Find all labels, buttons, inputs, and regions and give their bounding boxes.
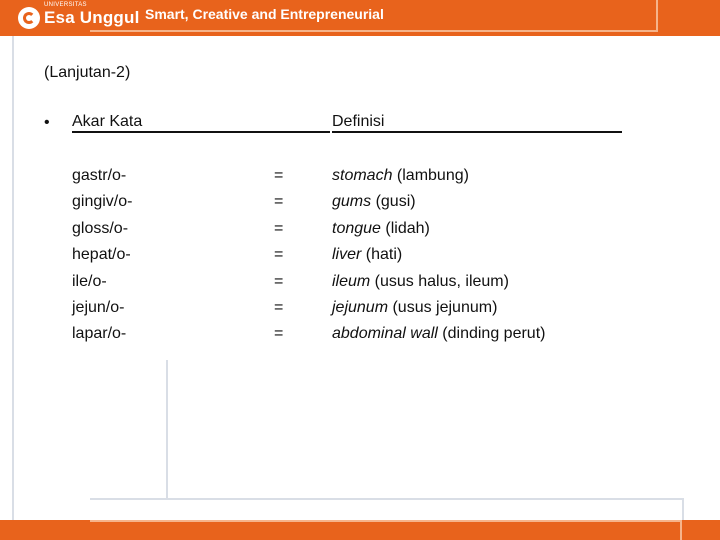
banner-divider-line: [90, 30, 658, 32]
equals-sign: =: [274, 219, 284, 237]
bottom-bar-line: [90, 520, 682, 522]
definition: [332, 321, 545, 347]
column-header-definition: Definisi: [332, 113, 622, 133]
definition-list: [0, 163, 720, 348]
bullet-marker: •: [44, 114, 50, 131]
bottom-bar: [0, 520, 720, 540]
frame-bottom-line: [90, 498, 684, 500]
university-logo-icon: [18, 7, 40, 29]
term-english: abdominal wall: [332, 325, 438, 343]
root-word: lapar/o-: [72, 325, 127, 343]
definition: [332, 163, 469, 189]
frame-corner-line: [682, 498, 684, 520]
term-meaning: (hati): [361, 246, 403, 264]
logo-small-text: UNIVERSITAS: [44, 2, 87, 8]
definition: [332, 295, 497, 321]
definition: [332, 242, 402, 268]
equals-sign: =: [274, 246, 284, 264]
term-english: ileum: [332, 272, 371, 290]
definition: [332, 269, 509, 295]
term-english: stomach: [332, 167, 393, 184]
list-item: [0, 295, 720, 321]
root-word: ile/o-: [72, 272, 107, 290]
term-english: liver: [332, 246, 362, 264]
equals-sign: =: [274, 325, 284, 343]
tagline: Smart, Creative and Entrepreneurial: [145, 6, 384, 22]
equals-sign: =: [274, 298, 284, 316]
column-header-root: Akar Kata: [72, 113, 330, 133]
bottom-bar-tick: [680, 520, 682, 540]
frame-inner-line: [166, 360, 168, 500]
equals-sign: =: [274, 272, 284, 290]
slide-title: (Lanjutan-2): [44, 64, 131, 81]
definition: [332, 216, 430, 242]
term-english: gums: [332, 193, 372, 211]
term-meaning: (gusi): [371, 193, 416, 211]
root-word: jejun/o-: [72, 298, 125, 316]
term-meaning: (usus halus, ileum): [370, 272, 509, 290]
root-word: gingiv/o-: [72, 193, 133, 211]
term-english: tongue: [332, 219, 381, 237]
list-item: [0, 189, 720, 215]
equals-sign: =: [274, 167, 284, 184]
logo-text: Esa Unggul: [44, 8, 140, 27]
term-meaning: (lambung): [392, 167, 469, 184]
list-item: [0, 216, 720, 242]
list-item: [0, 163, 720, 189]
top-banner: [0, 0, 720, 36]
banner-frame-edge: [656, 0, 658, 32]
equals-sign: =: [274, 193, 284, 211]
term-meaning: (dinding perut): [437, 325, 546, 343]
root-word: hepat/o-: [72, 246, 131, 264]
list-item: [0, 269, 720, 295]
list-item: [0, 321, 720, 347]
term-meaning: (usus jejunum): [388, 298, 498, 316]
definition: [332, 189, 416, 215]
list-item: [0, 242, 720, 268]
logo: [18, 4, 140, 32]
term-meaning: (lidah): [380, 219, 430, 237]
root-word: gastr/o-: [72, 167, 127, 184]
root-word: gloss/o-: [72, 219, 129, 237]
term-english: jejunum: [332, 298, 389, 316]
